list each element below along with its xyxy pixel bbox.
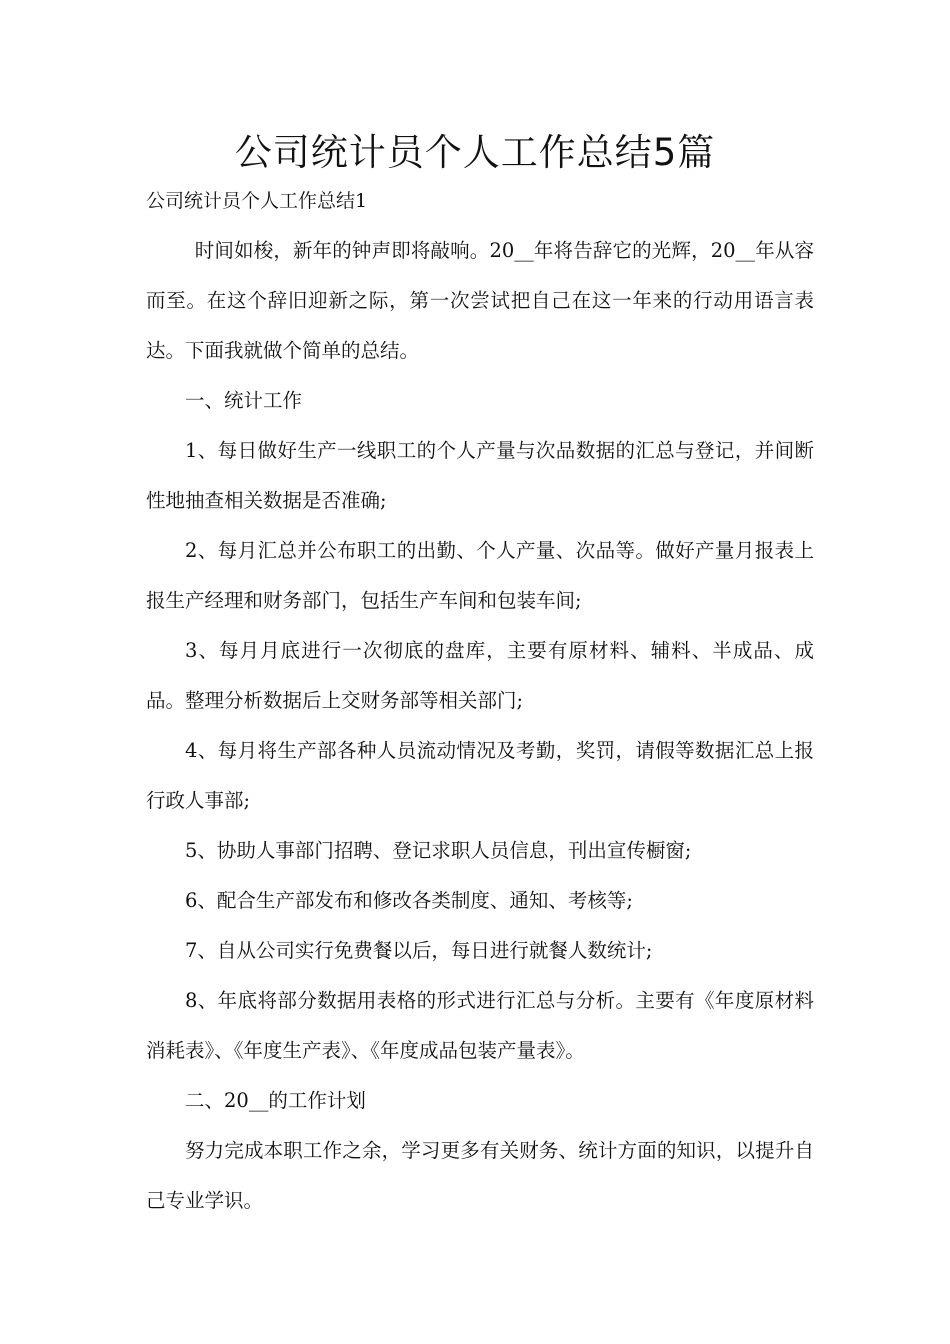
list-item-1: 1、每日做好生产一线职工的个人产量与次品数据的汇总与登记，并间断性地抽查相关数据是否准确; xyxy=(146,439,814,512)
list-item-6: 6、配合生产部发布和修改各类制度、通知、考核等; xyxy=(185,889,633,912)
list-item-7: 7、自从公司实行免费餐以后，每日进行就餐人数统计; xyxy=(185,939,653,962)
heading-statistics-work: 一、统计工作 xyxy=(185,389,303,412)
list-item-3: 3、每月月底进行一次彻底的盘库，主要有原材料、辅料、半成品、成品。整理分析数据后上交财务部等相关部门; xyxy=(146,639,814,712)
list-item-4: 4、每月将生产部各种人员流动情况及考勤，奖罚，请假等数据汇总上报行政人事部; xyxy=(146,739,814,812)
section-heading: 公司统计员个人工作总结1 xyxy=(146,190,368,212)
paragraph-plan: 努力完成本职工作之余，学习更多有关财务、统计方面的知识，以提升自己专业学识。 xyxy=(146,1139,814,1212)
document-title: 公司统计员个人工作总结5篇 xyxy=(234,131,716,174)
heading-work-plan: 二、20__的工作计划 xyxy=(185,1089,366,1112)
list-item-5: 5、协助人事部门招聘、登记求职人员信息，刊出宣传橱窗; xyxy=(185,839,692,862)
document-body xyxy=(146,226,814,1226)
list-item-8: 8、年底将部分数据用表格的形式进行汇总与分析。主要有《年度原材料消耗表》、《年度生产表》、《年度成品包装产量表》。 xyxy=(146,989,814,1062)
list-item-2: 2、每月汇总并公布职工的出勤、个人产量、次品等。做好产量月报表上报生产经理和财务部门，包括生产车间和包装车间; xyxy=(146,539,814,612)
paragraph-intro: 时间如梭，新年的钟声即将敲响。20__年将告辞它的光辉，20__年从容而至。在这个辞旧迎新之际，第一次尝试把自己在这一年来的行动用语言表达。下面我就做个简单的总结。 xyxy=(146,239,814,362)
